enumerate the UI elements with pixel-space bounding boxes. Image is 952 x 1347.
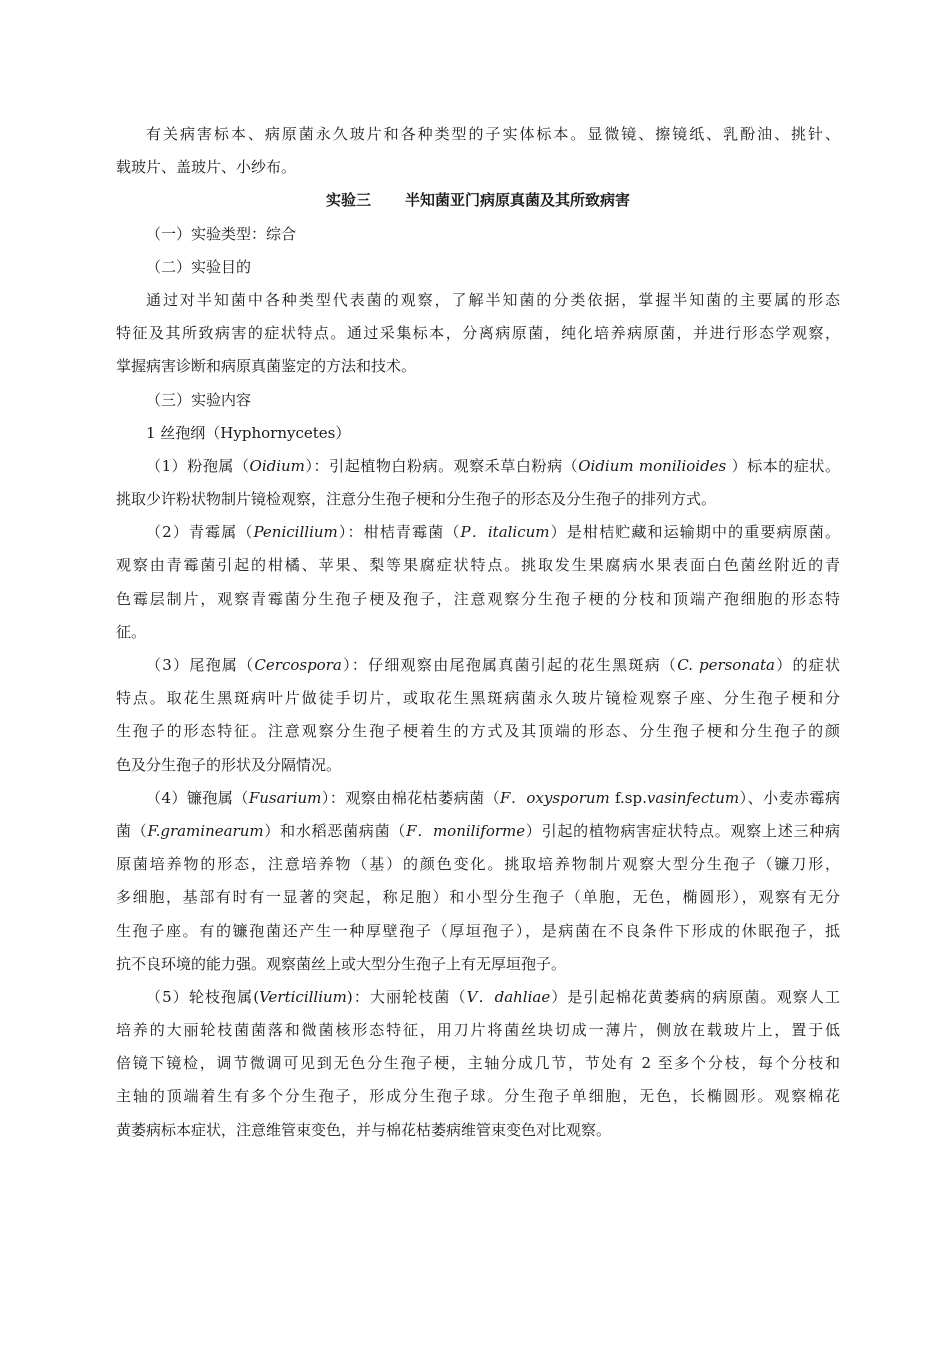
cercospora-paragraph-line-4: 色及分生孢子的形状及分隔情况。: [116, 755, 342, 774]
genus-name: Oidium: [249, 456, 305, 475]
purpose-line-3: 掌握病害诊断和病原真菌鉴定的方法和技术。: [116, 357, 417, 376]
genus-name: Cercospora: [254, 656, 342, 674]
penicillium-paragraph-line-4: 征。: [116, 622, 147, 641]
verticillium-paragraph-line-1: （5）轮枝孢属(Verticillium)：大丽轮枝菌（V．dahliae）是引起棉花黄萎病的病原菌。观察人工: [146, 987, 840, 1006]
species-name: P．italicum: [460, 523, 550, 542]
species-name: Oidium monilioides: [578, 456, 727, 475]
penicillium-paragraph-line-1: （2）青霉属（Penicillium）：柑桔青霉菌（P．italicum）是柑桔贮藏和运输期中的重要病原菌。: [146, 523, 840, 542]
experiment-heading: [116, 184, 840, 217]
verticillium-paragraph-line-5: 黄萎病标本症状，注意维管束变色，并与棉花枯萎病维管束变色对比观察。: [116, 1120, 612, 1139]
intro-line-2: 载玻片、盖玻片、小纱布。: [116, 158, 297, 177]
species-name: C. personata: [677, 656, 775, 674]
species-name: F．moniliforme: [406, 821, 526, 840]
fusarium-paragraph-line-1: （4）镰孢属（Fusarium）：观察由棉花枯萎病菌（F．oxysporum f.sp.vasinfectum）、小麦赤霉病: [146, 788, 840, 807]
section-type: （一）实验类型：综合: [146, 224, 297, 243]
verticillium-paragraph-line-2: 培养的大丽轮枝菌菌落和微菌核形态特征，用刀片将菌丝块切成一薄片，侧放在载玻片上，置于低: [116, 1021, 840, 1040]
fusarium-paragraph-line-2: 菌（F.graminearum）和水稻恶菌病菌（F．moniliforme）引起的植物病害症状特点。观察上述三种病: [116, 821, 840, 840]
species-name: F．oxysporum: [500, 788, 610, 807]
class-heading: 1 丝孢纲（Hyphornycetes）: [146, 423, 351, 442]
genus-name: Penicillium: [253, 523, 338, 542]
forma-specialis-name: vasinfectum: [646, 788, 740, 807]
verticillium-paragraph-line-3: 倍镜下镜检，调节微调可见到无色分生孢子梗，主轴分成几节，节处有 2 至多个分枝，每个分枝和: [116, 1054, 840, 1073]
section-content: （三）实验内容: [146, 390, 252, 409]
oidium-paragraph-line-1: （1）粉孢属（Oidium）：引起植物白粉病。观察禾草白粉病（Oidium monilioides ）标本的症状。: [146, 456, 840, 475]
fusarium-paragraph-line-5: 生孢子座。有的镰孢菌还产生一种厚壁孢子（厚垣孢子），是病菌在不良条件下形成的休眠孢子，抵: [116, 921, 840, 940]
fusarium-paragraph-line-3: 原菌培养物的形态，注意培养物（基）的颜色变化。挑取培养物制片观察大型分生孢子（镰刀形，: [116, 855, 840, 874]
penicillium-paragraph-line-3: 色霉层制片，观察青霉菌分生孢子梗及孢子，注意观察分生孢子梗的分枝和顶端产孢细胞的形态特: [116, 589, 840, 608]
species-name: V．dahliae: [466, 987, 551, 1006]
purpose-line-2: 特征及其所致病害的症状特点。通过采集标本，分离病原菌，纯化培养病原菌，并进行形态学观察，: [116, 324, 840, 343]
document-page: [116, 118, 840, 1147]
experiment-title: 半知菌亚门病原真菌及其所致病害: [405, 191, 631, 210]
intro-line-1: 有关病害标本、病原菌永久玻片和各种类型的子实体标本。显微镜、擦镜纸、乳酚油、挑针、: [146, 125, 840, 143]
verticillium-paragraph-line-4: 主轴的顶端着生有多个分生孢子，形成分生孢子球。分生孢子单细胞，无色，长椭圆形。观察棉花: [116, 1087, 840, 1106]
fusarium-paragraph-line-6: 抗不良环境的能力强。观察菌丝上或大型分生孢子上有无厚垣孢子。: [116, 954, 567, 973]
fusarium-paragraph-line-4: 多细胞，基部有时有一显著的突起，称足胞）和小型分生孢子（单胞，无色，椭圆形），观察有无分: [116, 888, 840, 907]
species-name: F.graminearum: [147, 821, 264, 840]
genus-name: Fusarium: [248, 788, 322, 807]
experiment-number: 实验三: [325, 191, 371, 210]
genus-name: Verticillium: [259, 987, 347, 1006]
cercospora-paragraph-line-2: 特点。取花生黑斑病叶片做徒手切片，或取花生黑斑病菌永久玻片镜检观察子座、分生孢子梗和分: [116, 689, 840, 708]
section-purpose: （二）实验目的: [146, 257, 252, 276]
purpose-line-1: 通过对半知菌中各种类型代表菌的观察，了解半知菌的分类依据，掌握半知菌的主要属的形态: [146, 290, 840, 309]
cercospora-paragraph-line-3: 生孢子的形态特征。注意观察分生孢子梗着生的方式及其顶端的形态、分生孢子梗和分生孢子的颜: [116, 722, 840, 741]
oidium-paragraph-line-2: 挑取少许粉状物制片镜检观察，注意分生孢子梗和分生孢子的形态及分生孢子的排列方式。: [116, 490, 717, 509]
penicillium-paragraph-line-2: 观察由青霉菌引起的柑橘、苹果、梨等果腐症状特点。挑取发生果腐病水果表面白色菌丝附近的青: [116, 556, 840, 575]
cercospora-paragraph-line-1: （3）尾孢属（Cercospora）：仔细观察由尾孢属真菌引起的花生黑斑病（C. personata）的症状: [146, 656, 840, 674]
